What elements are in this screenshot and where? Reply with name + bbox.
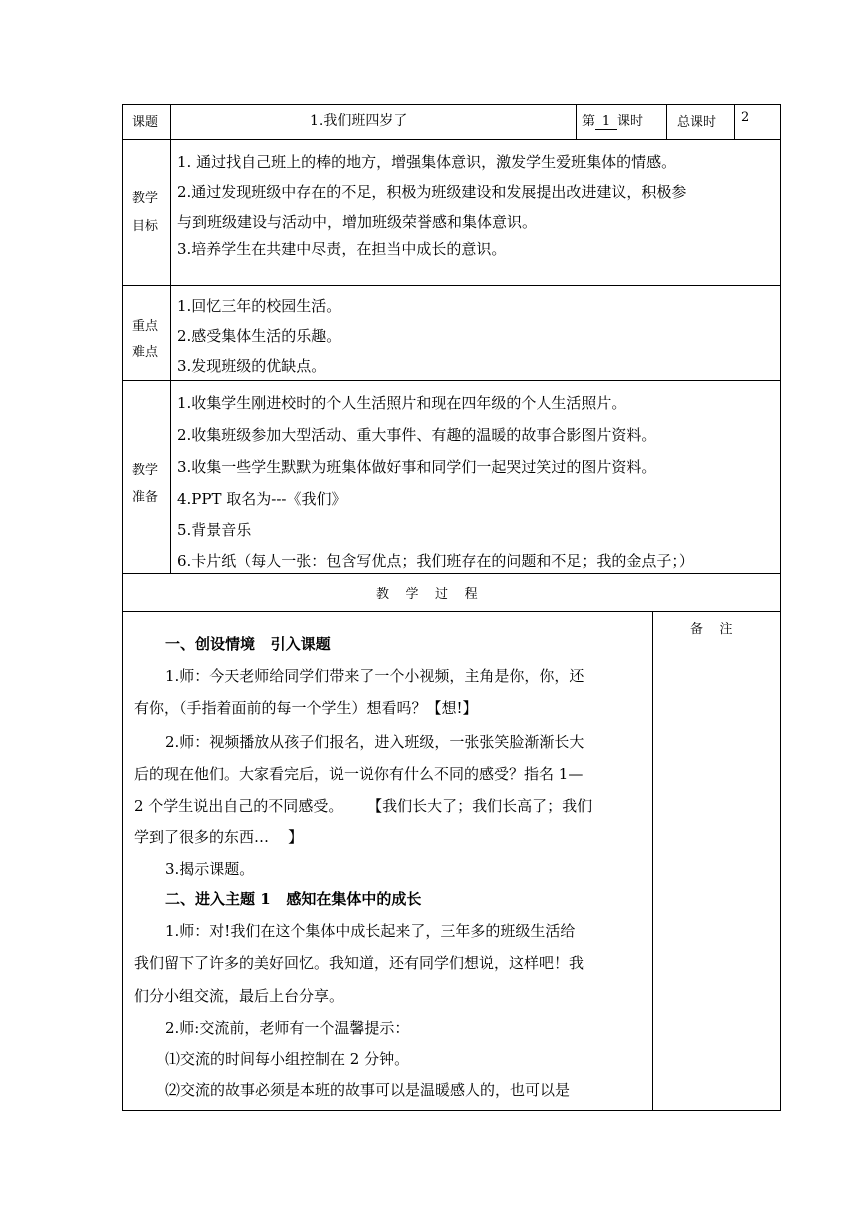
keypoints-label-bottom: 难点 xyxy=(132,345,159,360)
row-divider xyxy=(122,611,781,612)
keypoint-line: 2.感受集体生活的乐趣。 xyxy=(177,327,342,345)
process-line: 1.师：今天老师给同学们带来了一个小视频，主角是你，你，还 xyxy=(165,667,585,685)
process-title: 教 学 过 程 xyxy=(376,587,478,602)
period-info xyxy=(582,110,643,130)
period-number: 1 xyxy=(595,114,617,130)
preparation-line: 2.收集班级参加大型活动、重大事件、有趣的温暖的故事合影图片资料。 xyxy=(177,426,657,444)
objectives-label-top: 教学 xyxy=(132,191,159,206)
objective-line: 1. 通过找自己班上的棒的地方，增强集体意识，激发学生爱班集体的情感。 xyxy=(177,153,677,171)
period-suffix: 课时 xyxy=(617,114,644,129)
total-periods-label: 总课时 xyxy=(677,115,717,130)
process-line: 1.师：对!我们在这个集体中成长起来了，三年多的班级生活给 xyxy=(165,922,576,940)
process-line: ⑵交流的故事必须是本班的故事可以是温暖感人的，也可以是 xyxy=(165,1081,571,1099)
lesson-title: 1.我们班四岁了 xyxy=(310,113,408,129)
row-divider xyxy=(122,573,781,574)
process-line: 们分小组交流，最后上台分享。 xyxy=(134,987,345,1005)
process-line: 学到了很多的东西… 】 xyxy=(134,828,304,846)
preparation-line: 3.收集一些学生默默为班集体做好事和同学们一起哭过笑过的图片资料。 xyxy=(177,458,657,476)
preparation-line: 1.收集学生刚进校时的个人生活照片和现在四年级的个人生活照片。 xyxy=(177,394,627,412)
total-periods-value: 2 xyxy=(741,110,750,125)
row-divider xyxy=(122,380,781,381)
preparation-line: 4.PPT 取名为---《我们》 xyxy=(177,490,347,508)
preparation-line: 5.背景音乐 xyxy=(177,521,252,539)
col-divider xyxy=(652,611,653,1111)
keypoint-line: 1.回忆三年的校园生活。 xyxy=(177,297,342,315)
preparation-label-bottom: 准备 xyxy=(132,490,159,505)
section-heading: 一、创设情境 引入课题 xyxy=(165,635,331,653)
col-divider xyxy=(666,104,667,139)
process-line: 有你，（手指着面前的每一个学生）想看吗？【想!】 xyxy=(134,699,478,717)
row-divider xyxy=(122,139,781,140)
process-line: 2.师：视频播放从孩子们报名，进入班级，一张张笑脸渐渐长大 xyxy=(165,733,585,751)
subject-label: 课题 xyxy=(132,115,159,130)
objective-line: 与到班级建设与活动中，增加班级荣誉感和集体意识。 xyxy=(177,213,538,231)
process-line: 我们留下了许多的美好回忆。我知道，还有同学们想说，这样吧！我 xyxy=(134,954,585,972)
process-line: 后的现在他们。大家看完后，说一说你有什么不同的感受？指名 1— xyxy=(134,765,584,783)
col-divider xyxy=(170,104,171,573)
col-divider xyxy=(734,104,735,139)
period-prefix: 第 xyxy=(582,114,596,129)
process-line: 2 个学生说出自己的不同感受。 【我们长大了；我们长高了；我们 xyxy=(134,797,593,815)
process-line: ⑴交流的时间每小组控制在 2 分钟。 xyxy=(165,1050,410,1068)
preparation-line: 6.卡片纸（每人一张：包含写优点；我们班存在的问题和不足；我的金点子；） xyxy=(177,552,694,570)
process-line: 2.师:交流前，老师有一个温馨提示： xyxy=(165,1019,410,1037)
notes-label: 备 注 xyxy=(690,622,733,637)
objective-line: 2.通过发现班级中存在的不足，积极为班级建设和发展提出改进建议，积极参 xyxy=(177,183,687,201)
keypoints-label-top: 重点 xyxy=(132,319,159,334)
keypoint-line: 3.发现班级的优缺点。 xyxy=(177,357,327,375)
objective-line: 3.培养学生在共建中尽责，在担当中成长的意识。 xyxy=(177,240,507,258)
section-heading: 二、进入主题 1 感知在集体中的成长 xyxy=(165,890,422,908)
row-divider xyxy=(122,285,781,286)
preparation-label-top: 教学 xyxy=(132,463,159,478)
objectives-label-bottom: 目标 xyxy=(132,219,159,234)
process-line: 3.揭示课题。 xyxy=(165,860,255,878)
col-divider xyxy=(576,104,577,139)
